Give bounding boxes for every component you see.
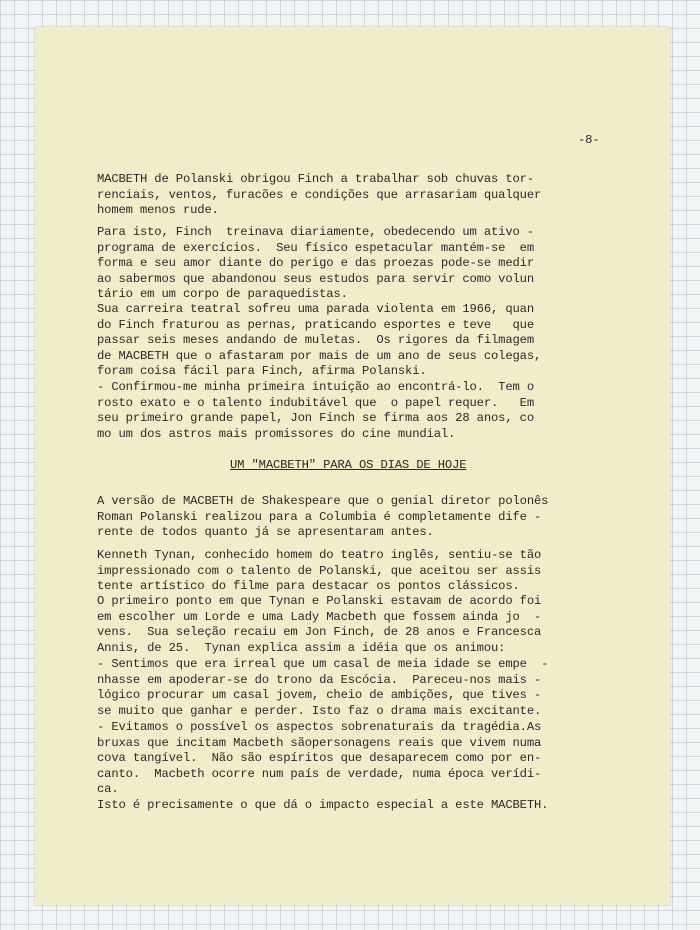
paragraph-6: Kenneth Tynan, conhecido homem do teatro inglês, sentiu-se tão impressionado com o talento de Polanski, que aceitou ser assis tente artístico do filme para destacar os pontos clássicos. bbox=[97, 548, 542, 593]
paragraph-7: O primeiro ponto em que Tynan e Polanski estavam de acordo foi em escolher um Lorde e uma Lady Macbeth que fossem ainda jo - vens. Sua seleção recaiu em Jon Finch, de 28 anos e Francesca Annis, de 25. Tynan explica assim a idéia que os animou: bbox=[97, 594, 542, 655]
paragraph-8: - Sentimos que era irreal que um casal de meia idade se empe - nhasse em apoderar-se do trono da Escócia. Pareceu-nos mais - lógico procurar um casal jovem, cheio de ambições, que tives - se muito que ganhar e perder. Isto faz o drama mais excitante. bbox=[97, 657, 549, 718]
paragraph-10: Isto é precisamente o que dá o impacto especial a este MACBETH. bbox=[97, 798, 549, 812]
paragraph-5: A versão de MACBETH de Shakespeare que o genial diretor polonês Roman Polanski realizou para a Columbia é completamente dife - rente de todos quanto já se apresentaram antes. bbox=[97, 494, 549, 539]
paragraph-9: - Evitamos o possível os aspectos sobrenaturais da tragédia.As bruxas que incitam Macbeth sãopersonagens reais que vivem numa cova tangível. Não são espíritos que desaparecem como por en- canto. Macbeth ocorre num país de verdade, numa época verídi- ca. bbox=[97, 720, 542, 796]
paragraph-3: Sua carreira teatral sofreu uma parada violenta em 1966, quan do Finch fraturou as pernas, praticando esportes e teve que passar seis meses andando de muletas. Os rigores da filmagem de MACBETH que o afastaram por mais de um ano de seus colegas, foram coisa fácil para Finch, afirma Polanski. bbox=[97, 302, 542, 378]
paragraph-4: - Confirmou-me minha primeira intuição ao encontrá-lo. Tem o rosto exato e o talento indubitável que o papel requer. Em seu primeiro grande papel, Jon Finch se firma aos 28 anos, co mo um dos astros mais promissores do cine mundial. bbox=[97, 380, 534, 441]
page-number: -8- bbox=[578, 133, 600, 147]
paragraph-2: Para isto, Finch treinava diariamente, obedecendo um ativo - programa de exercícios. Seu físico espetacular mantém-se em forma e seu amor diante do perigo e das proezas pode-se medir ao sabermos que abandonou seus estudos para servir como volun tário em um corpo de paraquedistas. bbox=[97, 225, 534, 301]
section-title: UM "MACBETH" PARA OS DIAS DE HOJE bbox=[230, 458, 467, 472]
paragraph-1: MACBETH de Polanski obrigou Finch a trabalhar sob chuvas tor- renciais, ventos, furacões e condições que arrasariam qualquer homem menos rude. bbox=[97, 172, 542, 217]
